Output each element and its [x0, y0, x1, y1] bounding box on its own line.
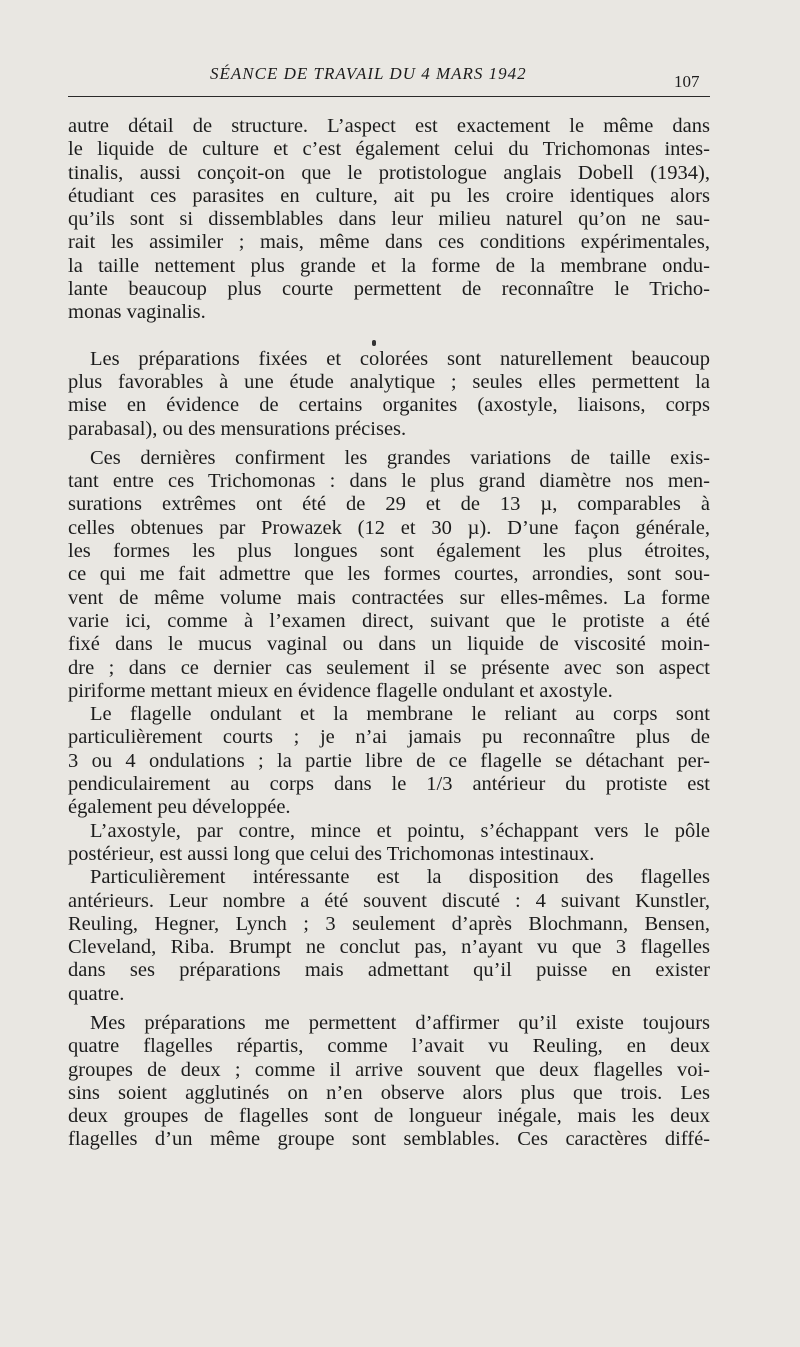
text-line: sins soient agglutinés on n’en observe alors plus que trois. Les [68, 1081, 710, 1104]
text-line: plus favorables à une étude analytique ; seules elles permettent la [68, 370, 710, 393]
text-line: lante beaucoup plus courte permettent de reconnaître le Tricho- [68, 278, 710, 301]
text-line: tant entre ces Trichomonas : dans le plus grand diamètre nos men- [68, 470, 710, 493]
text-line: 3 ou 4 ondulations ; la partie libre de ce flagelle se détachant per- [68, 749, 710, 772]
paragraph [68, 820, 710, 867]
paragraph [68, 1012, 710, 1152]
text-line: parabasal), ou des mensurations précises. [68, 417, 407, 440]
text-line: mise en évidence de certains organites (axostyle, liaisons, corps [68, 394, 710, 417]
text-line: fixé dans le mucus vaginal ou dans un liquide de viscosité moin- [68, 633, 710, 656]
text-line: Le flagelle ondulant et la membrane le reliant au corps sont [90, 703, 710, 726]
text-line: celles obtenues par Prowazek (12 et 30 µ). D’une façon générale, [68, 516, 710, 539]
text-line: groupes de deux ; comme il arrive souvent que deux flagelles voi- [68, 1058, 710, 1081]
text-line: quatre. [68, 982, 125, 1005]
text-line: Mes préparations me permettent d’affirmer qu’il existe toujours [90, 1011, 710, 1034]
text-line: rait les assimiler ; mais, même dans ces conditions expérimentales, [68, 231, 710, 254]
text-line: autre détail de structure. L’aspect est exactement le même dans [68, 115, 710, 137]
text-line: les formes les plus longues sont également les plus étroites, [68, 540, 710, 563]
text-line: le liquide de culture et c’est également celui du Trichomonas intes- [68, 138, 710, 161]
text-line: également peu développée. [68, 796, 291, 819]
running-title: SÉANCE DE TRAVAIL DU 4 MARS 1942 [210, 64, 527, 83]
text-line: dre ; dans ce dernier cas seulement il se présente avec son aspect [68, 656, 710, 679]
text-line: Reuling, Hegner, Lynch ; 3 seulement d’après Blochmann, Bensen, [68, 912, 710, 935]
text-line: qu’ils sont si dissemblables dans leur milieu naturel qu’on ne sau- [68, 208, 710, 231]
text-line: pendiculairement au corps dans le 1/3 antérieur du protiste est [68, 773, 710, 796]
ink-speck [372, 340, 376, 346]
text-line: L’axostyle, par contre, mince et pointu, s’échappant vers le pôle [90, 819, 710, 842]
text-line: antérieurs. Leur nombre a été souvent discuté : 4 suivant Kunstler, [68, 889, 710, 912]
paragraph [68, 348, 710, 441]
text-line: monas vaginalis. [68, 301, 206, 324]
text-line: la taille nettement plus grande et la forme de la membrane ondu- [68, 254, 710, 277]
page-number: 107 [674, 72, 700, 91]
text-line: Cleveland, Riba. Brumpt ne conclut pas, n’ayant vu que 3 flagelles [68, 936, 710, 959]
text-line: Particulièrement intéressante est la disposition des flagelles [90, 866, 710, 889]
text-line: deux groupes de flagelles sont de longueur inégale, mais les deux [68, 1105, 710, 1128]
text-line: quatre flagelles répartis, comme l’avait vu Reuling, en deux [68, 1035, 710, 1058]
text-line: varie ici, comme à l’examen direct, suivant que le protiste a été [68, 609, 710, 632]
text-line: ce qui me fait admettre que les formes courtes, arrondies, sont sou- [68, 563, 710, 586]
text-line: Les préparations fixées et colorées sont naturellement beaucoup [90, 347, 710, 370]
text-line: flagelles d’un même groupe sont semblables. Ces caractères diffé- [68, 1128, 710, 1151]
text-line: dans ses préparations mais admettant qu’il puisse en exister [68, 959, 710, 982]
paragraph [68, 447, 710, 703]
paragraph [68, 866, 710, 1006]
paragraph [68, 115, 710, 325]
text-line: tinalis, aussi conçoit-on que le protistologue anglais Dobell (1934), [68, 161, 710, 184]
text-line: postérieur, est aussi long que celui des Trichomonas intestinaux. [68, 842, 595, 865]
text-line: vent de même volume mais contractées sur elles-mêmes. La forme [68, 586, 710, 609]
text-line: particulièrement courts ; je n’ai jamais pu reconnaître plus de [68, 726, 710, 749]
text-line: étudiant ces parasites en culture, ait pu les croire identiques alors [68, 184, 710, 207]
text-line: Ces dernières confirment les grandes variations de taille exis- [90, 446, 710, 469]
text-line: piriforme mettant mieux en évidence flagelle ondulant et axostyle. [68, 679, 613, 702]
text-line: surations extrêmes ont été de 29 et de 13 µ, comparables à [68, 493, 710, 516]
paragraph [68, 703, 710, 819]
body-text [68, 115, 710, 1152]
